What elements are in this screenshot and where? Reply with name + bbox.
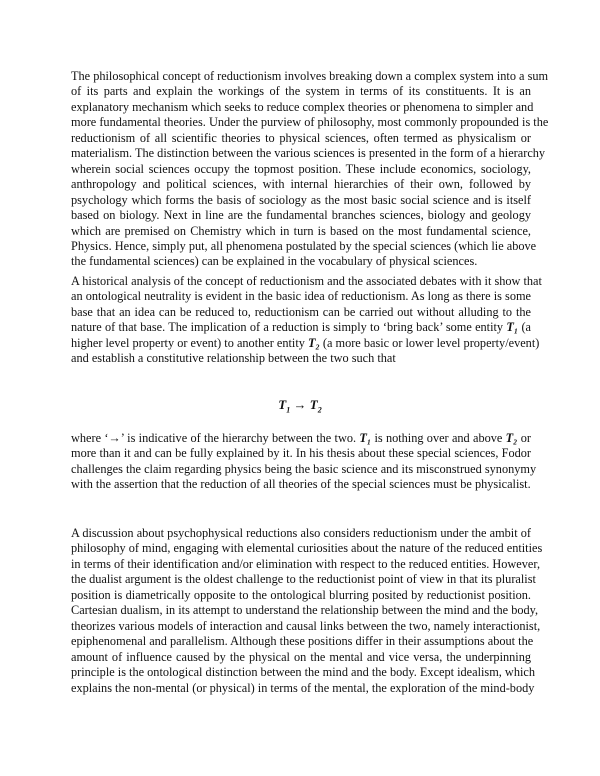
text-line: nature of that base. The implication of a reduction is simply to ‘bring back’ some entity T₁ (a [71, 320, 531, 335]
text-line: amount of influence caused by the physical on the mental and vice versa, the underpinning [71, 649, 531, 664]
paragraph-historical-analysis [71, 274, 542, 367]
text-line: of its parts and explain the workings of the system in terms of its constituents. It is an [71, 84, 531, 99]
text-line: theorizes various models of interaction and causal links between the two, namely interactionist, [71, 618, 541, 633]
formula-right: T [309, 397, 318, 412]
paragraph-psychophysical [71, 526, 543, 696]
text-line: philosophy of mind, engaging with elemental curiosities about the nature of the reduced entities [71, 541, 543, 556]
text-line: explanatory mechanism which seeks to reduce complex theories or phenomena to simpler and [71, 99, 534, 114]
text-line: and establish a constitutive relationship between the two such that [71, 351, 396, 366]
text-line: more fundamental theories. Under the purview of philosophy, most commonly propounded is the [71, 115, 549, 130]
text-line: reductionism of all scientific theories to physical sciences, often termed as physicalism or [71, 130, 531, 145]
formula-t1-to-t2 [0, 397, 600, 415]
text-line: in terms of their identification and/or elimination with respect to the reduced entities. However, [71, 556, 541, 571]
text-line: anthropology and political sciences, with internal hierarchies of their own, followed by [71, 177, 531, 192]
text-line: explains the non-mental (or physical) in terms of the mental, the exploration of the mind-body [71, 680, 535, 695]
text-line: which are premised on Chemistry which in turn is based on the most fundamental science, [71, 223, 531, 238]
text-line: the fundamental sciences) can be explained in the vocabulary of physical sciences. [71, 254, 478, 269]
text-line: challenges the claim regarding physics being the basic science and its misconstrued synonymy [71, 461, 537, 476]
text-line: epiphenomenal and parallelism. Although these positions differ in their assumptions about the [71, 634, 534, 649]
text-line: based on biology. Next in line are the fundamental branches sciences, biology and geology [71, 208, 531, 223]
paragraph-hierarchy-fodor [71, 431, 537, 493]
text-line: with the assertion that the reduction of all theories of the special sciences must be physicalist. [71, 477, 531, 492]
text-line: A historical analysis of the concept of reductionism and the associated debates with it show that [71, 274, 542, 288]
text-line: The philosophical concept of reductionism involves breaking down a complex system into a sum [71, 69, 549, 83]
text-line: wherein social sciences occupy the topmost position. These include economics, sociology, [71, 161, 531, 176]
text-line: psychology which forms the basis of sociology as the most basic social science and is itself [71, 192, 531, 207]
text-line: higher level property or event) to another entity T₂ (a more basic or lower level property/event) [71, 335, 540, 350]
paragraph-reductionism-intro [71, 69, 549, 270]
text-line: Cartesian dualism, in its attempt to understand the relationship between the mind and the body, [71, 603, 539, 618]
formula-left: T [278, 397, 287, 412]
formula-arrow: → [293, 397, 307, 412]
text-line: position is diametrically opposite to the ontological blurring posited by reductionist position. [71, 587, 531, 602]
text-line: an ontological neutrality is evident in the basic idea of reductionism. As long as there is some [71, 289, 531, 304]
text-line: base that an idea can be reduced to, reductionism can be carried out without alluding to the [71, 304, 531, 319]
text-line: A discussion about psychophysical reductions also considers reductionism under the ambit of [71, 526, 531, 540]
text-line: where ‘→’ is indicative of the hierarchy between the two. T₁ is nothing over and above T₂ or [71, 431, 531, 445]
text-line: more than it and can be fully explained by it. In his thesis about these special sciences, Fodor [71, 446, 531, 461]
text-line: Physics. Hence, simply put, all phenomena postulated by the special sciences (which lie above [71, 238, 537, 253]
formula-right-sub: 2 [317, 405, 322, 415]
text-line: principle is the ontological distinction between the mind and the body. Except idealism, which [71, 665, 535, 680]
text-line: the dualist argument is the oldest challenge to the reductionist point of view in that its pluralist [71, 572, 536, 587]
text-line: materialism. The distinction between the various sciences is presented in the form of a hierarchy [71, 146, 546, 161]
formula-left-sub: 1 [286, 405, 291, 415]
